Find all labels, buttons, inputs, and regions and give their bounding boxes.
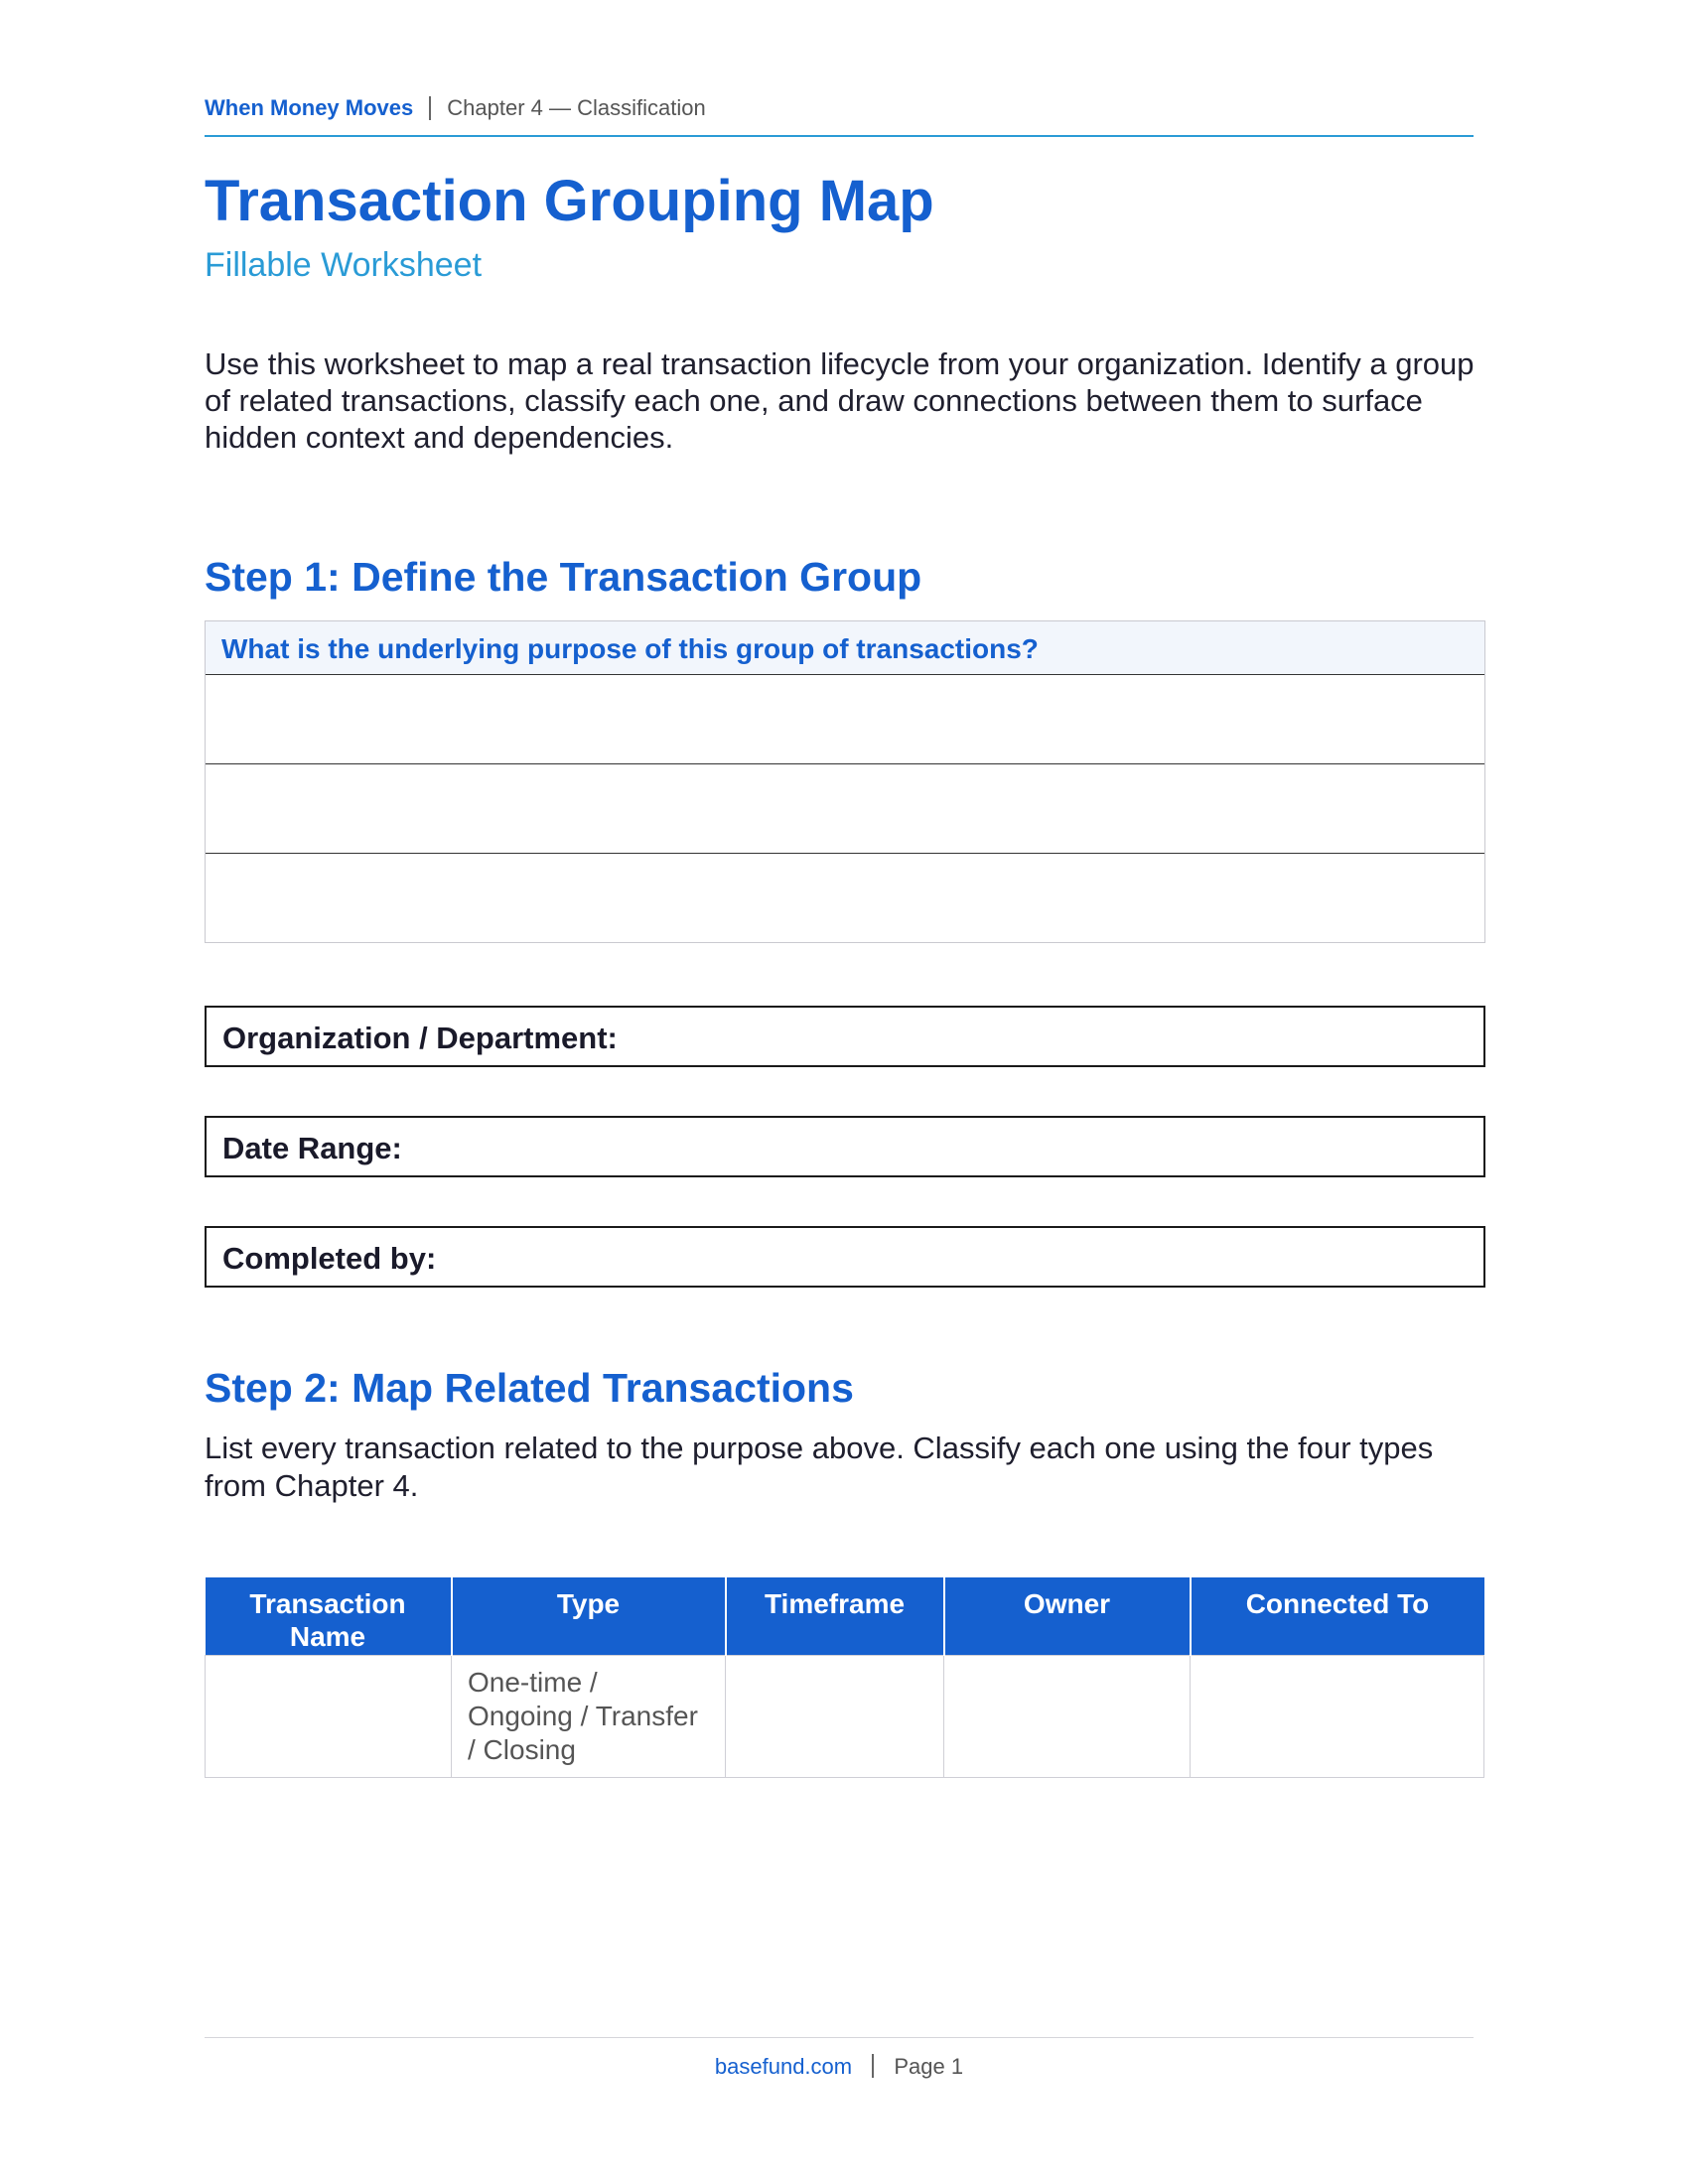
page-title: Transaction Grouping Map bbox=[205, 169, 934, 233]
column-header-type: Type bbox=[452, 1577, 726, 1655]
column-header-connected-to: Connected To bbox=[1191, 1577, 1484, 1655]
column-header-timeframe: Timeframe bbox=[726, 1577, 944, 1655]
footer-site-link[interactable]: basefund.com bbox=[714, 2054, 853, 2079]
completed-by-label: Completed by: bbox=[222, 1241, 437, 1276]
cell-timeframe[interactable] bbox=[726, 1655, 944, 1777]
cell-owner[interactable] bbox=[944, 1655, 1191, 1777]
organization-input[interactable] bbox=[576, 1016, 1474, 1059]
footer-divider bbox=[872, 2054, 874, 2078]
footer-line bbox=[205, 2054, 1474, 2080]
footer-page-number: Page 1 bbox=[894, 2054, 964, 2079]
purpose-box bbox=[205, 620, 1485, 943]
running-header bbox=[205, 95, 1474, 137]
purpose-answer-line-3[interactable] bbox=[206, 854, 1484, 942]
purpose-answer-line-1[interactable] bbox=[206, 675, 1484, 764]
step1-heading: Step 1: Define the Transaction Group bbox=[205, 554, 922, 600]
cell-transaction-name[interactable] bbox=[206, 1655, 452, 1777]
completed-by-input[interactable] bbox=[576, 1236, 1474, 1280]
step2-description: List every transaction related to the purpose above. Classify each one using the four types from Chapter 4. bbox=[205, 1431, 1434, 1503]
step2-heading: Step 2: Map Related Transactions bbox=[205, 1365, 854, 1411]
table-row bbox=[206, 1655, 1484, 1777]
date-range-label: Date Range: bbox=[222, 1131, 402, 1165]
date-range-field bbox=[205, 1116, 1485, 1177]
column-header-owner: Owner bbox=[944, 1577, 1191, 1655]
book-title: When Money Moves bbox=[205, 95, 414, 120]
organization-label: Organization / Department: bbox=[222, 1021, 618, 1055]
column-header-transaction-name: Transaction Name bbox=[206, 1577, 452, 1655]
completed-by-field bbox=[205, 1226, 1485, 1288]
transactions-table bbox=[205, 1577, 1484, 1778]
date-range-input[interactable] bbox=[576, 1126, 1474, 1169]
worksheet-page bbox=[205, 0, 1485, 2184]
cell-connected-to[interactable] bbox=[1191, 1655, 1484, 1777]
purpose-answer-line-2[interactable] bbox=[206, 764, 1484, 854]
chapter-label: Chapter 4 — Classification bbox=[447, 95, 706, 120]
header-divider bbox=[429, 96, 431, 120]
table-header-row bbox=[206, 1577, 1484, 1655]
page-subtitle: Fillable Worksheet bbox=[205, 246, 483, 284]
page-footer bbox=[205, 2037, 1474, 2079]
organization-field bbox=[205, 1006, 1485, 1067]
cell-type[interactable]: One-time / Ongoing / Transfer / Closing bbox=[452, 1655, 726, 1777]
intro-paragraph: Use this worksheet to map a real transaction lifecycle from your organization. Identify a group of related transactions, classify each one, and draw connections between them to surface hidden context and dependencies. bbox=[205, 346, 1475, 455]
purpose-question: What is the underlying purpose of this group of transactions? bbox=[206, 621, 1484, 675]
